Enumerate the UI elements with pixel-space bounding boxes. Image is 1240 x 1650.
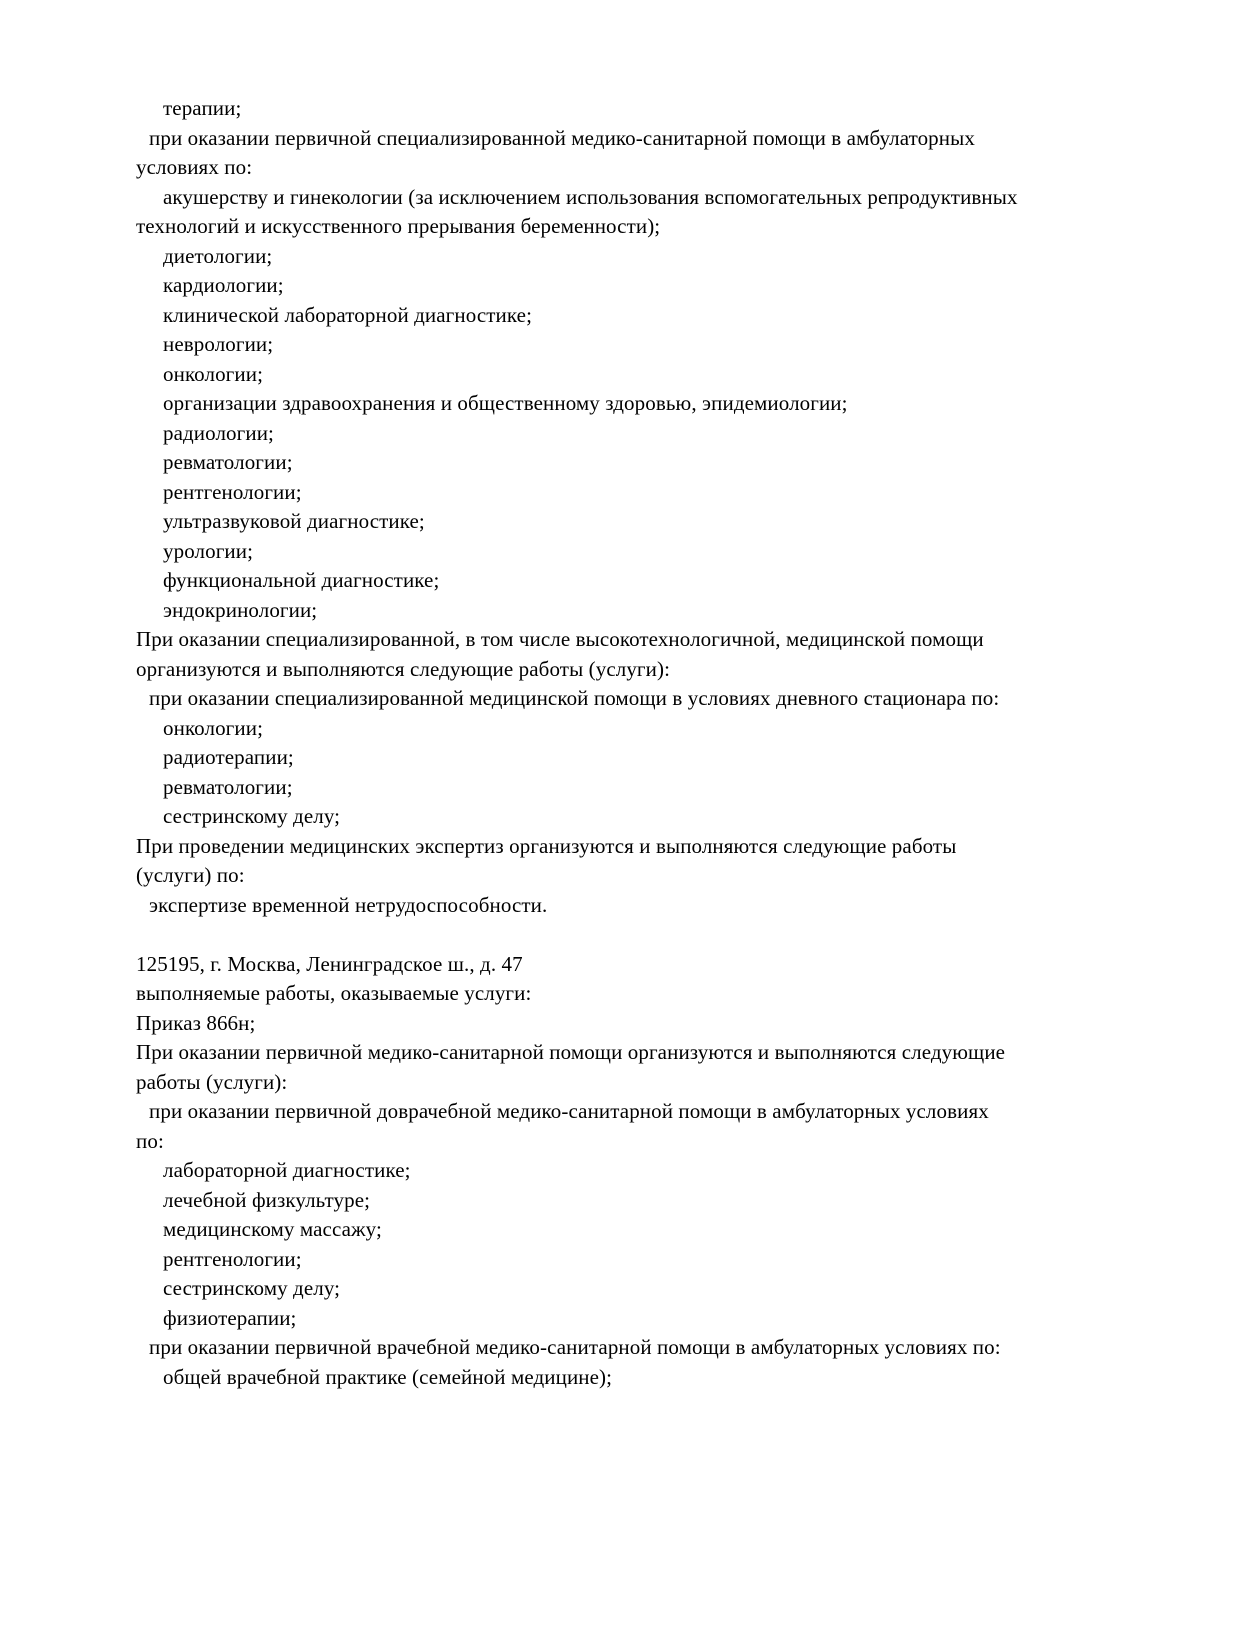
text-line: клинической лабораторной диагностике; <box>163 302 533 327</box>
text-line: При проведении медицинских экспертиз организуются и выполняются следующие работы <box>136 833 957 858</box>
text-line: организуются и выполняются следующие работы (услуги): <box>136 656 671 681</box>
text-line: 125195, г. Москва, Ленинградское ш., д. 47 <box>136 951 523 976</box>
text-line: физиотерапии; <box>163 1305 297 1330</box>
text-line: медицинскому массажу; <box>163 1217 382 1241</box>
document-body <box>136 94 1180 1392</box>
text-line: при оказании специализированной медицинской помощи в условиях дневного стационара по: <box>149 686 1000 710</box>
text-line: при оказании первичной врачебной медико-санитарной помощи в амбулаторных условиях по: <box>149 1335 1001 1359</box>
text-line: выполняемые работы, оказываемые услуги: <box>136 981 532 1005</box>
text-line: при оказании первичной доврачебной медико-санитарной помощи в амбулаторных условиях <box>149 1099 989 1123</box>
text-line: сестринскому делу; <box>163 1276 341 1300</box>
text-line: ревматологии; <box>163 774 293 799</box>
text-line: урологии; <box>163 538 254 563</box>
text-line: онкологии; <box>163 715 264 740</box>
text-line: условиях по: <box>136 155 253 179</box>
text-line: ультразвуковой диагностике; <box>163 509 425 533</box>
text-line: При оказании первичной медико-санитарной помощи организуются и выполняются следующие <box>136 1040 1006 1064</box>
text-line: организации здравоохранения и общественному здоровью, эпидемиологии; <box>163 391 848 415</box>
text-line: неврологии; <box>163 332 274 356</box>
text-line: диетологии; <box>163 243 273 268</box>
text-line: лечебной физкультуре; <box>163 1187 371 1212</box>
text-line: функциональной диагностике; <box>163 568 440 592</box>
text-line: сестринскому делу; <box>163 804 341 828</box>
text-line: радиотерапии; <box>163 745 294 769</box>
text-line: эндокринологии; <box>163 597 318 622</box>
text-line: При оказании специализированной, в том числе высокотехнологичной, медицинской помощи <box>136 627 984 651</box>
text-line: технологий и искусственного прерывания беременности); <box>136 214 661 238</box>
text-line: онкологии; <box>163 361 264 386</box>
text-line: терапии; <box>163 96 242 120</box>
text-line: общей врачебной практике (семейной медицине); <box>163 1364 613 1389</box>
blank-line <box>136 920 1180 950</box>
text-line: экспертизе временной нетрудоспособности. <box>149 892 548 917</box>
text-line: ревматологии; <box>163 450 293 474</box>
text-line: по: <box>136 1128 164 1153</box>
text-line: кардиологии; <box>163 273 284 297</box>
text-line: лабораторной диагностике; <box>163 1158 411 1182</box>
text-line: радиологии; <box>163 420 274 445</box>
text-line: при оказании первичной специализированной медико-санитарной помощи в амбулаторных <box>149 125 975 150</box>
text-line: акушерству и гинекологии (за исключением использования вспомогательных репродуктивных <box>163 184 1018 209</box>
text-line: рентгенологии; <box>163 479 302 504</box>
text-line: работы (услуги): <box>136 1069 288 1094</box>
text-line: Приказ 866н; <box>136 1010 256 1035</box>
text-line: (услуги) по: <box>136 863 245 887</box>
text-line: рентгенологии; <box>163 1246 302 1271</box>
